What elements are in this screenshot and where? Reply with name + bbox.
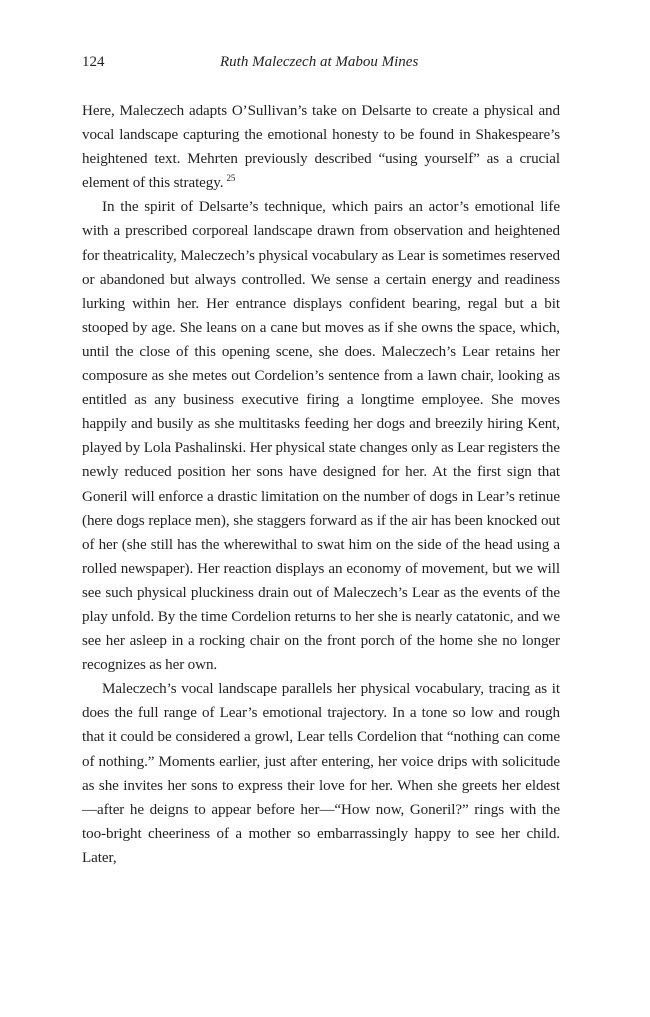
page-number: 124 [82, 54, 105, 70]
paragraph-1 [82, 99, 560, 195]
paragraph-3: Maleczech’s vocal landscape parallels her physical vocabulary, tracing as it does the full range of Lear’s emotional trajectory. In a tone so low and rough that it could be considered a growl, Lear tells Cordelion that “nothing can come of nothing.” Moments earlier, just after entering, her voice drips with solicitude as she invites her sons to express their love for her. When she greets her eldest—after he deigns to appear before her—“How now, Goneril?” rings with the too-bright cheeriness of a mother so embarrassingly happy to see her child. Later, [82, 681, 560, 866]
running-head [82, 50, 560, 74]
running-title: Ruth Maleczech at Mabou Mines [220, 54, 419, 70]
paragraph-1-text: Here, Maleczech adapts O’Sullivan’s take on Delsarte to create a physical and vocal landscape capturing the emotional honesty to be found in Shakespeare’s heightened text. Mehrten previously described “using yourself” as a crucial element of this strategy. [82, 103, 560, 192]
paragraph-2: In the spirit of Delsarte’s technique, which pairs an actor’s emotional life with a prescribed corporeal landscape drawn from observation and heightened for theatricality, Maleczech’s physical vocabulary as Lear is sometimes reserved or abandoned but always controlled. We sense a certain energy and readiness lurking within her. Her entrance displays confident bearing, regal but a bit stooped by age. She leans on a cane but moves as if she owns the space, which, until the close of this opening scene, she does. Maleczech’s Lear retains her composure as she metes out Cordelion’s sentence from a lawn chair, looking as entitled as any business executive firing a longtime employee. She moves happily and busily as she multitasks feeding her dogs and breezily hiring Kent, played by Lola Pashalinski. Her physical state changes only as Lear registers the newly reduced position her sons have designed for her. At the first sign that Goneril will enforce a drastic limitation on the number of dogs in Lear’s retinue (here dogs replace men), she staggers forward as if the air has been knocked out of her (she still has the wherewithal to swat him on the side of the head using a rolled newspaper). Her reaction displays an economy of movement, but we will see such physical pluckiness drain out of Maleczech’s Lear as the events of the play unfold. By the time Cordelion returns to her she is nearly catatonic, and we see her asleep in a rocking chair on the front porch of the home she no longer recognizes as her own. [82, 199, 560, 674]
body-text [82, 99, 560, 870]
footnote-reference[interactable]: 25 [226, 173, 236, 184]
